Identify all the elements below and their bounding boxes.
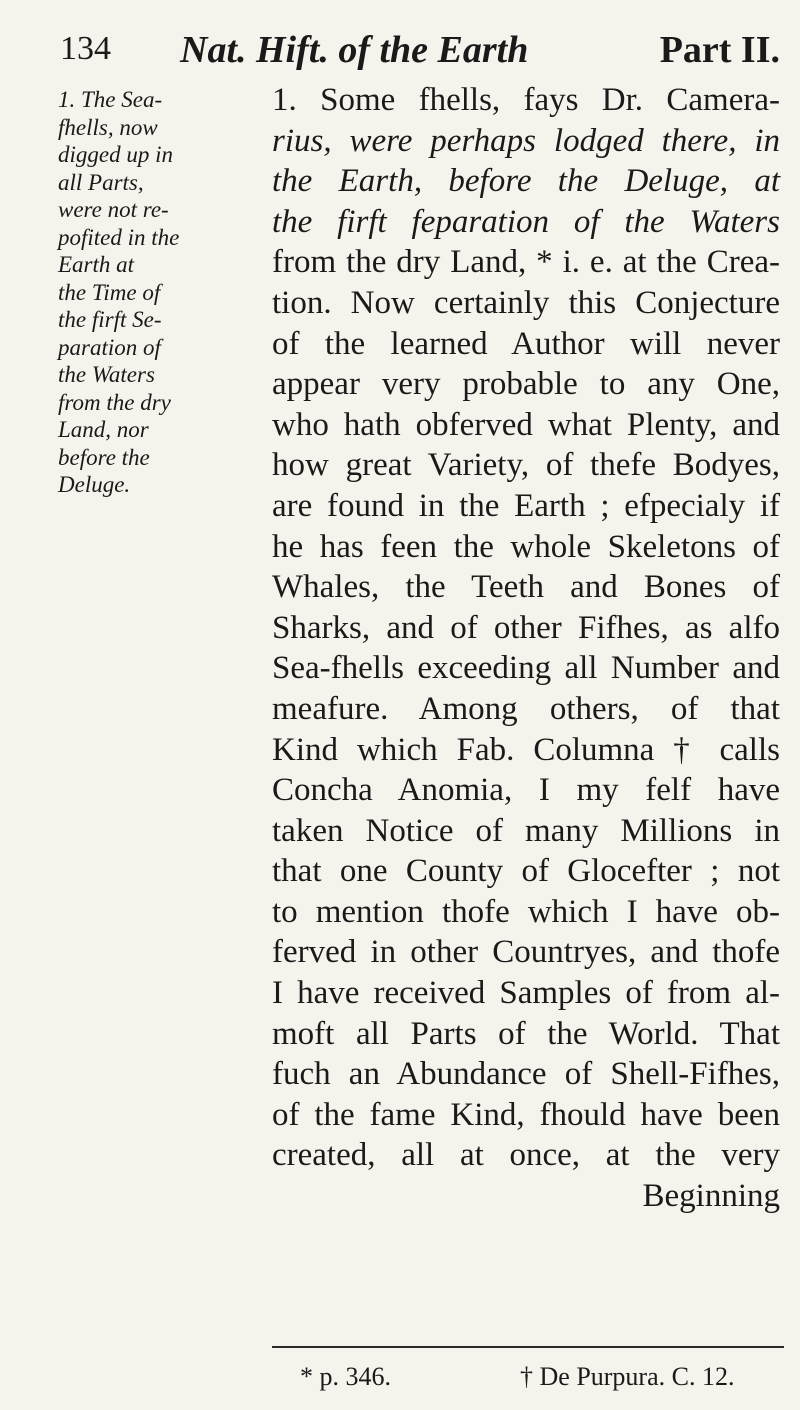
footnote-rule [272, 1346, 784, 1348]
margin-line: the Waters [58, 362, 155, 387]
body-line: tion. Now certainly this Conjecture [272, 284, 780, 321]
body-line: Kind which Fab. Columna † calls [272, 731, 780, 768]
catchword-line: Beginning [642, 1178, 780, 1215]
body-text [272, 80, 780, 1217]
body-line: of the fame Kind, fhould have been [272, 1096, 780, 1133]
body-line: from the dry Land, * i. e. at the Crea- [272, 244, 780, 281]
body-line: Whales, the Teeth and Bones of [272, 569, 780, 606]
margin-line: the Time of [58, 279, 161, 305]
body-line: how great Variety, of thefe Bodyes, [272, 447, 780, 484]
body-line: Concha Anomia, I my felf have [272, 772, 780, 809]
body-line: rius, were perhaps lodged there, in [272, 122, 780, 159]
body-line: ferved in other Countryes, and thofe [272, 934, 780, 971]
footnote-dagger: † De Purpura. C. 12. [520, 1362, 735, 1391]
body-line: to mention thofe which I have ob- [272, 893, 780, 930]
body-line: 1. Some fhells, fays Dr. Camera- [272, 82, 780, 118]
body-line: moft all Parts of the World. That [272, 1015, 780, 1052]
margin-line: Earth at [58, 252, 135, 277]
body-line: meafure. Among others, of that [272, 690, 780, 727]
body-line: fuch an Abundance of Shell-Fifhes, [272, 1056, 780, 1093]
margin-line: from the dry [58, 389, 171, 415]
body-line: the firft feparation of the Waters [272, 203, 780, 240]
margin-line: paration of [58, 334, 161, 360]
margin-line: before the [58, 444, 150, 470]
body-line: Sharks, and of other Fifhes, as alfo [272, 609, 780, 646]
marginal-note [58, 86, 268, 499]
margin-line: Deluge. [58, 472, 131, 497]
body-line: the Earth, before the Deluge, at [272, 163, 780, 200]
body-line: who hath obferved what Plenty, and [272, 406, 780, 443]
running-title: Nat. Hift. of the Earth [180, 29, 529, 71]
margin-line: all Parts, [58, 169, 144, 195]
margin-line: fhells, now [58, 114, 158, 140]
body-line: taken Notice of many Millions in [272, 812, 780, 849]
page-number: 134 [60, 30, 111, 67]
body-line: are found in the Earth ; efpecialy if [272, 487, 780, 524]
margin-line: were not re- [58, 197, 169, 222]
running-head [60, 24, 780, 71]
body-line: I have received Samples of from al- [272, 975, 780, 1012]
margin-line: Land, nor [58, 417, 149, 442]
body-line: Sea-fhells exceeding all Number and [272, 650, 780, 687]
margin-line: 1. The Sea- [58, 87, 163, 112]
footnotes [300, 1358, 780, 1398]
part-label: Part II. [659, 29, 780, 71]
margin-line: digged up in [58, 142, 173, 167]
body-line: of the learned Author will never [272, 325, 780, 362]
margin-line: the firft Se- [58, 307, 162, 332]
footnote-asterisk: * p. 346. [300, 1362, 391, 1391]
body-line: appear very probable to any One, [272, 366, 780, 403]
body-line: that one County of Glocefter ; not [272, 853, 780, 890]
body-line: he has feen the whole Skeletons of [272, 528, 780, 565]
margin-line: pofited in the [58, 224, 180, 250]
body-line: created, all at once, at the very [272, 1137, 780, 1174]
